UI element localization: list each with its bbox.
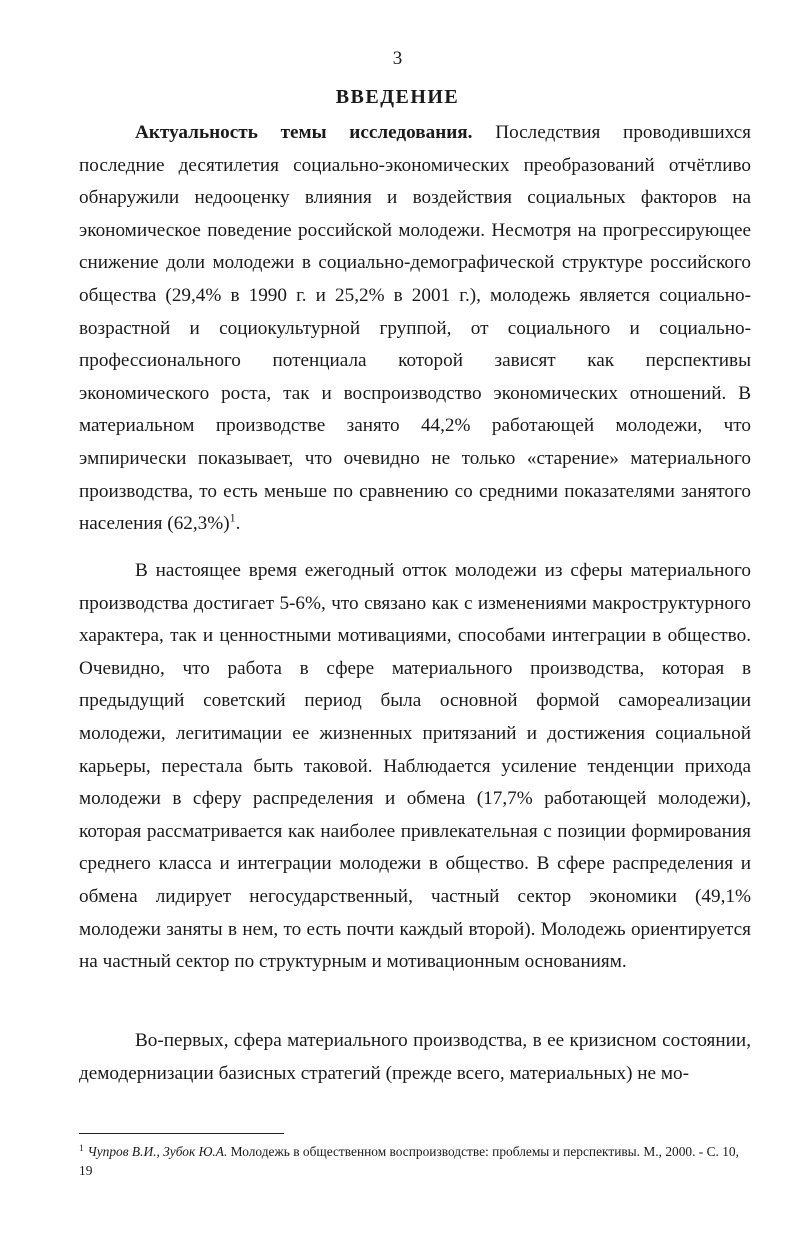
footnote-reference[interactable]: 1 — [229, 510, 236, 525]
page-title: ВВЕДЕНИЕ — [335, 86, 460, 108]
page-number: 3 — [392, 48, 403, 69]
footnote-divider — [79, 1133, 284, 1134]
paragraph-1-block — [79, 117, 751, 541]
paragraph-3-block — [79, 1025, 751, 1090]
footnote-text: Молодежь в общественном воспроизводстве: проблемы и перспективы. М., 2000. - С. 10, 19 — [79, 1144, 739, 1178]
paragraph-1-text: Последствия проводившихся последние десятилетия социально-экономических преобразований отчётливо обнаружили недооценку влияния и воздействия социальных факторов на экономическое поведение российской молодежи. Несмотря на прогрессирующее снижение доли молодежи в социально-демографической структуре российского общества (29,4% в 1990 г. и 25,2% в 2001 г.), молодежь является социально-возрастной и социокультурной группой, от социального и социально-профессионального потенциала которой зависят как перспективы экономического роста, так и воспроизводство экономических отношений. В материальном производстве занято 44,2% работающей молодежи, что эмпирически показывает, что очевидно не только «старение» материального производства, то есть меньше по сравнению со средними показателями занятого населения (62,3%) — [79, 122, 751, 535]
paragraph-lead-heading: Актуальность темы исследования. — [135, 122, 473, 143]
paragraph-1-end: . — [235, 513, 241, 535]
footnote-mark: 1 — [79, 1142, 84, 1153]
paragraph-3: Во-первых, сфера материального производства, в ее кризисном состоянии, демодернизации базисных стратегий (прежде всего, материальных) не мо- — [79, 1030, 751, 1084]
paragraph-1 — [79, 117, 751, 541]
footnote-authors: Чупров В.И., Зубок Ю.А. — [87, 1144, 228, 1159]
footnote — [79, 1142, 751, 1180]
paragraph-2-block — [79, 555, 751, 979]
paragraph-2: В настоящее время ежегодный отток молодежи из сферы материального производства достигает 5-6%, что связано как с изменениями макроструктурного характера, так и ценностными мотивациями, способами интеграции в общество. Очевидно, что работа в сфере материального производства, которая в предыдущий советский период была основной формой самореализации молодежи, легитимации ее жизненных притязаний и достижения социальной карьеры, перестала быть таковой. Наблюдается усиление тенденции прихода молодежи в сферу распределения и обмена (17,7% работающей молодежи), которая рассматривается как наиболее привлекательная с позиции формирования среднего класса и интеграции молодежи в общество. В сфере распределения и обмена лидирует негосударственный, частный сектор экономики (49,1% молодежи заняты в нем, то есть почти каждый второй). Молодежь ориентируется на частный сектор по структурным и мотивационным основаниям. — [79, 560, 751, 973]
